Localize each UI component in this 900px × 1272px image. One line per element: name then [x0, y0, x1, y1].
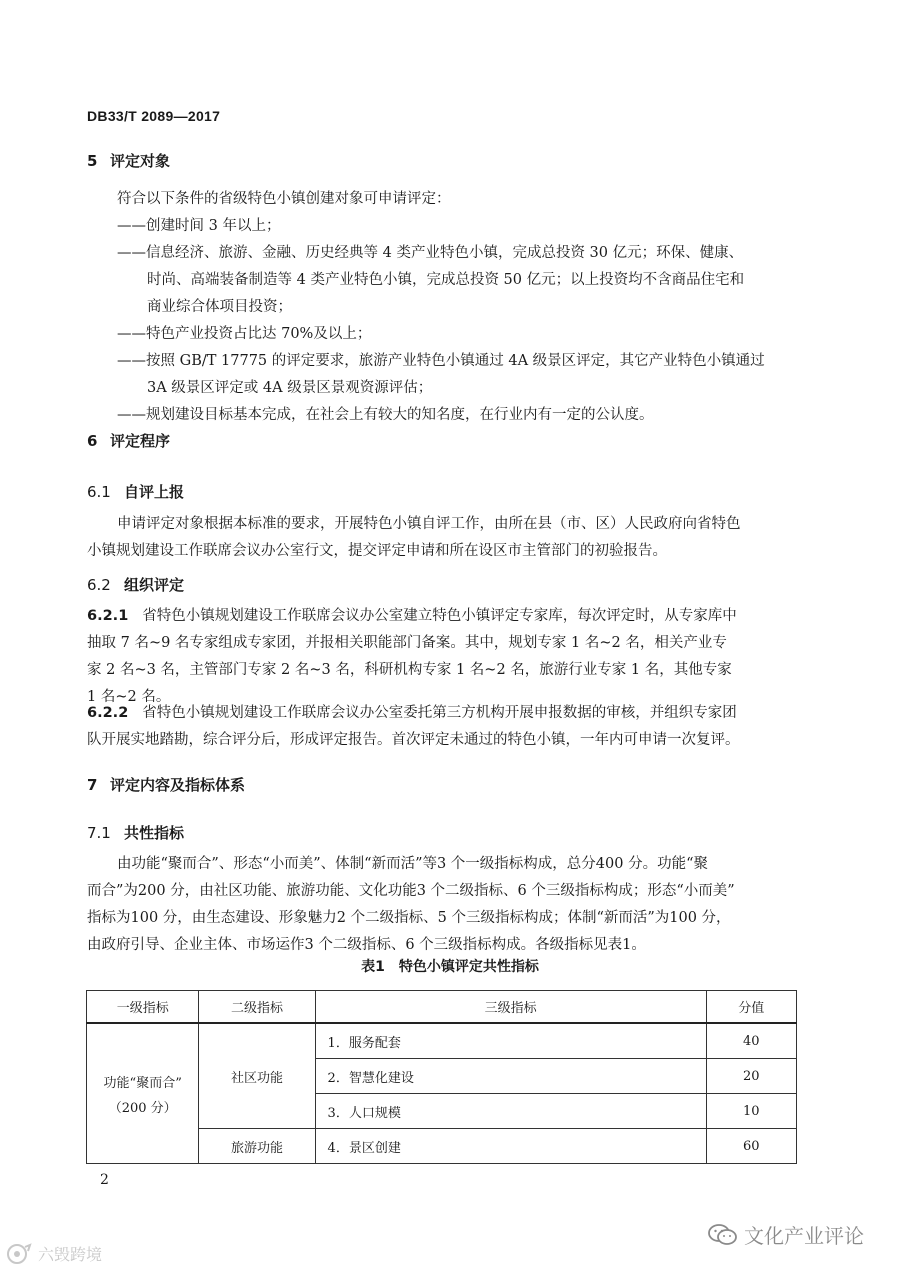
section-title: 组织评定: [124, 576, 185, 594]
section-title: 评定对象: [110, 152, 171, 170]
section-6-2-heading: [87, 574, 184, 595]
level2-cell: 旅游功能: [199, 1129, 315, 1164]
list-item-continuation: 商业综合体项目投资；: [147, 299, 292, 315]
list-item: ——按照 GB/T 17775 的评定要求，旅游产业特色小镇通过 4A 级景区评定，其它产业特色小镇通过: [117, 353, 765, 369]
list-item: ——规划建设目标基本完成，在社会上有较大的知名度，在行业内有一定的公认度。: [117, 407, 654, 423]
level3-cell: 2．智慧化建设: [315, 1059, 706, 1094]
level1-points: （200 分）: [108, 1100, 177, 1116]
column-header: 一级指标: [87, 991, 199, 1024]
paragraph-line: 省特色小镇规划建设工作联席会议办公室委托第三方机构开展申报数据的审核，并组织专家团: [142, 705, 737, 721]
page-number: 2: [100, 1172, 109, 1188]
clause-6-2-2: [87, 700, 740, 754]
level2-cell: 社区功能: [199, 1023, 315, 1129]
list-item: ——信息经济、旅游、金融、历史经典等 4 类产业特色小镇，完成总投资 30 亿元；环保、健康、: [117, 245, 744, 261]
section-7-1-heading: [87, 822, 184, 843]
paragraph-line: 队开展实地踏勘，综合评分后，形成评定报告。首次评定未通过的特色小镇，一年内可申请一次复评。: [87, 732, 740, 748]
score-cell: 20: [706, 1059, 796, 1094]
wechat-watermark: [708, 1220, 864, 1249]
level1-cell: [87, 1023, 199, 1164]
table-title: 表1 特色小镇评定共性指标: [361, 959, 539, 975]
paragraph-line: 由政府引导、企业主体、市场运作3 个二级指标、6 个三级指标构成。各级指标见表1。: [87, 937, 646, 953]
level1-label: 功能“聚而合”: [103, 1075, 182, 1091]
section-title: 共性指标: [124, 824, 185, 842]
section-6-1-heading: [87, 481, 184, 502]
score-cell: 60: [706, 1129, 796, 1164]
column-header: 二级指标: [199, 991, 315, 1024]
section-number: 7: [87, 776, 98, 794]
clause-number: 6.2.2: [87, 705, 129, 721]
section-7-1-body: [87, 851, 735, 959]
standard-code: DB33/T 2089—2017: [87, 108, 221, 124]
section-5-body: [117, 186, 765, 429]
paragraph-line: 抽取 7 名~9 名专家组成专家团，并报相关职能部门备案。其中，规划专家 1 名~2 名，相关产业专: [87, 635, 727, 651]
list-item-continuation: 3A 级景区评定或 4A 级景区景观资源评估；: [147, 380, 433, 396]
clause-number: 6.2.1: [87, 608, 129, 624]
column-header: 分值: [706, 991, 796, 1024]
table-header-row: [87, 991, 797, 1024]
list-item: ——创建时间 3 年以上；: [117, 218, 281, 234]
score-cell: 40: [706, 1023, 796, 1059]
level3-cell: 3．人口规模: [315, 1094, 706, 1129]
section-number: 5: [87, 152, 98, 170]
clause-6-2-1: [87, 603, 737, 711]
section-title: 评定程序: [110, 432, 171, 450]
section-7-heading: [87, 774, 245, 795]
section-number: 6: [87, 432, 98, 450]
section-6-heading: [87, 430, 170, 451]
list-item-continuation: 时尚、高端装备制造等 4 类产业特色小镇，完成总投资 50 亿元；以上投资均不含商品住宅和: [147, 272, 745, 288]
paragraph-line: 申请评定对象根据本标准的要求，开展特色小镇自评工作，由所在县（市、区）人民政府向省特色: [117, 516, 741, 532]
level3-cell: 4．景区创建: [315, 1129, 706, 1164]
section-title: 评定内容及指标体系: [110, 776, 246, 794]
level3-cell: 1．服务配套: [315, 1023, 706, 1059]
section-5-heading: [87, 150, 170, 171]
brand-logo-icon: [6, 1243, 32, 1265]
watermark-text: 六毁跨境: [38, 1245, 103, 1264]
table-row: [87, 1023, 797, 1059]
paragraph-line: 1 名~2 名。: [87, 689, 171, 705]
indicator-table: [86, 990, 797, 1164]
section-number: 6.2: [87, 576, 111, 594]
paragraph-line: 而合”为200 分，由社区功能、旅游功能、文化功能3 个二级指标、6 个三级指标构成；形态“小而美”: [87, 883, 735, 899]
wechat-icon: [708, 1223, 738, 1247]
paragraph-line: 省特色小镇规划建设工作联席会议办公室建立特色小镇评定专家库，每次评定时，从专家库中: [142, 608, 737, 624]
paragraph-line: 指标为100 分，由生态建设、形象魅力2 个二级指标、5 个三级指标构成；体制“新而活”为100 分，: [87, 910, 731, 926]
paragraph-line: 小镇规划建设工作联席会议办公室行文，提交评定申请和所在设区市主管部门的初验报告。: [87, 543, 667, 559]
section-number: 7.1: [87, 824, 111, 842]
section-5-intro: 符合以下条件的省级特色小镇创建对象可申请评定：: [117, 191, 451, 207]
paragraph-line: 由功能“聚而合”、形态“小而美”、体制“新而活”等3 个一级指标构成，总分400 分。功能“聚: [117, 856, 709, 872]
watermark-text: 文化产业评论: [744, 1224, 864, 1248]
brand-watermark: [6, 1242, 102, 1265]
section-number: 6.1: [87, 483, 111, 501]
section-6-1-body: [87, 511, 741, 565]
column-header: 三级指标: [315, 991, 706, 1024]
list-item: ——特色产业投资占比达 70%及以上；: [117, 326, 372, 342]
paragraph-line: 家 2 名~3 名，主管部门专家 2 名~3 名，科研机构专家 1 名~2 名，旅游行业专家 1 名，其他专家: [87, 662, 732, 678]
section-title: 自评上报: [124, 483, 185, 501]
score-cell: 10: [706, 1094, 796, 1129]
